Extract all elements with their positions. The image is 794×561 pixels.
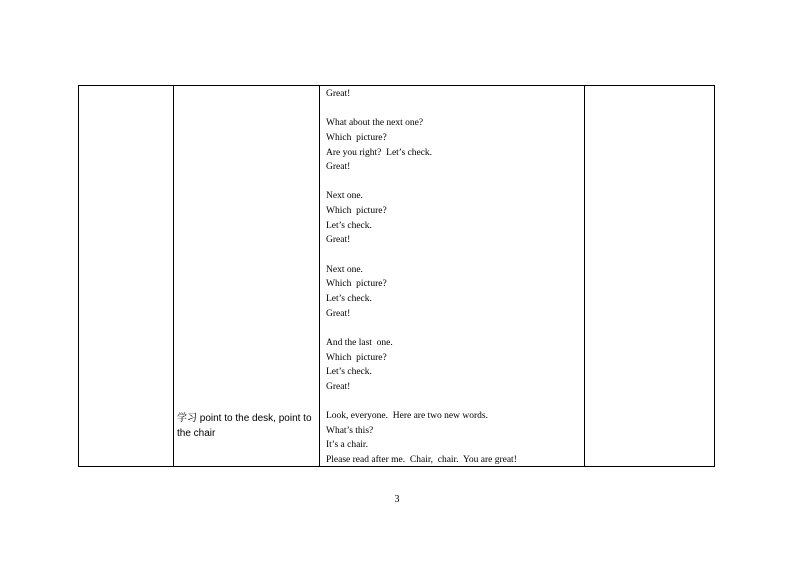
script-line: Great! bbox=[326, 381, 351, 392]
script-line: Great! bbox=[326, 308, 351, 319]
page-number: 3 bbox=[394, 494, 400, 505]
script-line: Great! bbox=[326, 162, 351, 173]
blank-line bbox=[326, 248, 581, 263]
column-divider bbox=[173, 86, 174, 466]
script-line: Let’s check. bbox=[326, 367, 372, 378]
script-line: Which picture? bbox=[326, 206, 387, 217]
activity-cell bbox=[177, 411, 315, 441]
script-line: Let’s check. bbox=[326, 293, 372, 304]
blank-line bbox=[326, 175, 581, 190]
blank-line bbox=[326, 321, 581, 336]
script-line: Which picture? bbox=[326, 352, 387, 363]
script-line: Great! bbox=[326, 235, 351, 246]
script-line: Which picture? bbox=[326, 132, 387, 143]
activity-label: 学习 bbox=[177, 413, 197, 424]
script-line: Which picture? bbox=[326, 279, 387, 290]
script-line: It’s a chair. bbox=[326, 440, 368, 451]
script-line: Let’s check. bbox=[326, 220, 372, 231]
teacher-script-cell bbox=[326, 87, 581, 468]
blank-line bbox=[326, 394, 581, 409]
script-line: And the last one. bbox=[326, 337, 393, 348]
blank-line bbox=[326, 102, 581, 117]
script-line: What about the next one? bbox=[326, 118, 424, 129]
script-line: Please read after me. Chair, chair. You are great! bbox=[326, 455, 517, 466]
script-line: Next one. bbox=[326, 191, 363, 202]
script-line: Look, everyone. Here are two new words. bbox=[326, 411, 488, 422]
script-line: Next one. bbox=[326, 264, 363, 275]
script-line: Great! bbox=[326, 89, 351, 99]
script-line: What’s this? bbox=[326, 425, 374, 436]
activity-text: point to the desk, point to the chair bbox=[177, 413, 312, 439]
script-line: Are you right? Let’s check. bbox=[326, 147, 433, 158]
lesson-table bbox=[78, 85, 715, 467]
column-divider bbox=[319, 86, 320, 466]
column-divider bbox=[584, 86, 585, 466]
